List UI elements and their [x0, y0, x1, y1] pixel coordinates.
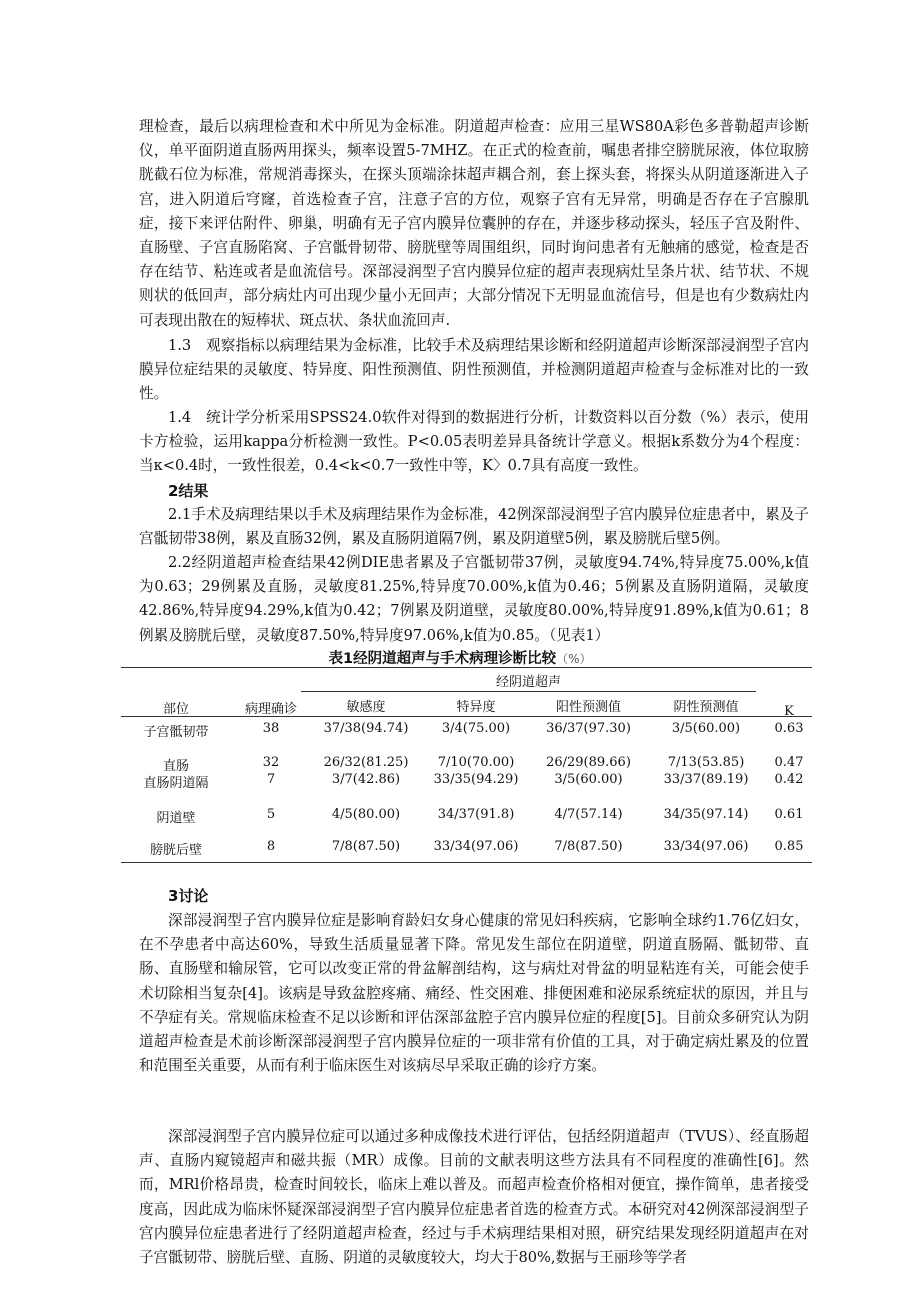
table-top-rule [121, 667, 812, 668]
cell-specificity: 3/4(75.00) [441, 721, 511, 736]
cell-k: 0.61 [774, 807, 804, 822]
cell-specificity: 33/35(94.29) [433, 772, 519, 787]
table-col-site: 部位 [162, 702, 189, 717]
cell-confirmed: 38 [262, 721, 280, 736]
heading-results: 2结果 [168, 482, 209, 500]
cell-sensitivity: 7/8(87.50) [331, 839, 401, 854]
paragraph-surgery-results: 2.1手术及病理结果以手术及病理结果作为金标准，42例深部浸润型子宫内膜异位症患者中，累及子宫骶韧带38例，累及直肠32例，累及直肠阴道隔7例，累及阴道壁5例，累及膀胱后壁5例。 [139, 506, 809, 548]
table-caption [0, 647, 920, 668]
cell-sensitivity: 37/38(94.74) [323, 721, 409, 736]
cell-site: 直肠 [162, 759, 189, 774]
cell-k: 0.85 [774, 839, 804, 854]
cell-site: 膀胱后壁 [149, 843, 202, 858]
table-bottom-rule [121, 862, 812, 863]
cell-ppv: 26/29(89.66) [546, 755, 631, 770]
cell-npv: 34/35(97.14) [663, 807, 749, 822]
table-col-specificity: 特异度 [456, 700, 496, 715]
cell-specificity: 34/37(91.8) [437, 807, 515, 822]
cell-k: 0.47 [774, 755, 804, 770]
table-group-rule [301, 691, 756, 692]
cell-site: 子宫骶韧带 [143, 725, 209, 740]
cell-specificity: 7/10(70.00) [437, 755, 515, 770]
cell-ppv: 36/37(97.30) [546, 721, 631, 736]
paragraph-ultrasound-results: 2.2经阴道超声检查结果42例DIE患者累及子宫骶韧带37例，灵敏度94.74%,特异度75.00%,k值为0.63；29例累及直肠，灵敏度81.25%,特异度70.00%,k值为0.46；5例累及直肠阴道隔，灵敏度42.86%,特异度94.29%,k值为0.42；7例累及阴道壁，灵敏度80.00%,特异度91.89%,k值为0.61；8例累及膀胱后壁，灵敏度87.50%,特异度97.06%,k值为0.85。（见表1） [139, 554, 809, 644]
cell-npv: 3/5(60.00) [671, 721, 741, 736]
cell-confirmed: 5 [266, 807, 276, 822]
cell-npv: 33/37(89.19) [663, 772, 749, 787]
table-col-confirmed: 病理确诊 [244, 702, 297, 717]
paragraph-discussion-1: 深部浸润型子宫内膜异位症是影响育龄妇女身心健康的常见妇科疾病，它影响全球约1.76亿妇女，在不孕患者中高达60%，导致生活质量显著下降。常见发生部位在阴道壁，阴道直肠隔、骶韧带、直肠、直肠壁和输尿管，它可以改变正常的骨盆解剖结构，这与病灶对骨盆的明显粘连有关，可能会使手术切除相当复杂[4]。该病是导致盆腔疼痛、痛经、性交困难、排便困难和泌尿系统症状的原因，并且与不孕症有关。常规临床检查不足以诊断和评估深部盆腔子宫内膜异位症的程度[5]。目前众多研究认为阴道超声检查是术前诊断深部浸润型子宫内膜异位症的一项非常有价值的工具，对于确定病灶累及的位置和范围至关重要，从而有利于临床医生对该病尽早采取正确的诊疗方案。 [139, 912, 809, 1075]
cell-ppv: 7/8(87.50) [554, 839, 623, 854]
paragraph-observation-index: 1.3 观察指标以病理结果为金标准，比较手术及病理结果诊断和经阴道超声诊断深部浸润型子宫内膜异位症结果的灵敏度、特异度、阳性预测值、阴性预测值，并检测阴道超声检查与金标准对比的一致性。 [139, 337, 809, 403]
cell-site: 阴道壁 [156, 811, 196, 826]
cell-npv: 33/34(97.06) [663, 839, 749, 854]
table-col-sensitivity: 敏感度 [346, 700, 386, 715]
table-caption-unit: （%） [556, 652, 592, 666]
cell-confirmed: 7 [266, 772, 276, 787]
table-col-ppv: 阳性预测值 [555, 700, 621, 715]
cell-ppv: 3/5(60.00) [554, 772, 623, 787]
table-group-header: 经阴道超声 [495, 675, 561, 690]
heading-discussion: 3讨论 [168, 887, 209, 905]
cell-sensitivity: 26/32(81.25) [323, 755, 409, 770]
cell-site: 直肠阴道隔 [143, 776, 209, 791]
cell-k: 0.42 [774, 772, 804, 787]
cell-ppv: 4/7(57.14) [554, 807, 623, 822]
paragraph-discussion-2: 深部浸润型子宫内膜异位症可以通过多种成像技术进行评估，包括经阴道超声（TVUS）、经直肠超声、直肠内窥镜超声和磁共振（MR）成像。目前的文献表明这些方法具有不同程度的准确性[6]。然而，MRl价格昂贵，检查时间较长，临床上难以普及。而超声检查价格相对便宜，操作简单，患者接受度高，因此成为临床怀疑深部浸润型子宫内膜异位症患者首选的检查方式。本研究对42例深部浸润型子宫内膜异位症患者进行了经阴道超声检查，经过与手术病理结果相对照，研究结果发现经阴道超声在对子宫骶韧带、膀胱后壁、直肠、阴道的灵敏度较大，均大于80%,数据与王丽珍等学者 [139, 1128, 809, 1267]
cell-k: 0.63 [774, 721, 804, 736]
paragraph-methods-ultrasound: 理检查，最后以病理检查和术中所见为金标准。阴道超声检查：应用三星WS80A彩色多普勒超声诊断仪，单平面阴道直肠两用探头，频率设置5-7MHZ。在正式的检查前，嘱患者排空膀胱尿液，体位取膀胱截石位为标准，常规消毒探头，在探头顶端涂抹超声耦合剂，套上探头套，将探头从阴道逐渐进入子宫，进入阴道后穹窿，首选检查子宫，注意子宫的方位，观察子宫有无异常，明确是否存在子宫腺肌症，接下来评估附件、卵巢，明确有无子宫内膜异位囊肿的存在，并逐步移动探头，轻压子宫及附件、直肠壁、子宫直肠陷窝、子宫骶骨韧带、膀胱壁等周围组织，同时询问患者有无触痛的感觉，检查是否存在结节、粘连或者是血流信号。深部浸润型子宫内膜异位症的超声表现病灶呈条片状、结节状、不规则状的低回声，部分病灶内可出现少量小无回声；大部分情况下无明显血流信号，但是也有少数病灶内可表现出散在的短棒状、斑点状、条状血流回声. [139, 118, 809, 329]
table-col-npv: 阴性预测值 [673, 700, 739, 715]
cell-sensitivity: 4/5(80.00) [331, 807, 401, 822]
cell-sensitivity: 3/7(42.86) [331, 772, 401, 787]
comparison-table [121, 667, 812, 863]
paragraph-statistics: 1.4 统计学分析采用SPSS24.0软件对得到的数据进行分析，计数资料以百分数（%）表示，使用卡方检验，运用kappa分析检测一致性。P<0.05表明差异具备统计学意义。根据k系数分为4个程度：当κ<0.4时，一致性很差，0.4<k<0.7一致性中等，K〉0.7具有高度一致性。 [139, 409, 809, 475]
cell-confirmed: 8 [266, 839, 276, 854]
cell-npv: 7/13(53.85) [667, 755, 745, 770]
table-col-k: K [784, 704, 794, 719]
cell-confirmed: 32 [262, 755, 280, 770]
table-caption-text: 表1经阴道超声与手术病理诊断比较 [328, 651, 557, 667]
cell-specificity: 33/34(97.06) [433, 839, 519, 854]
